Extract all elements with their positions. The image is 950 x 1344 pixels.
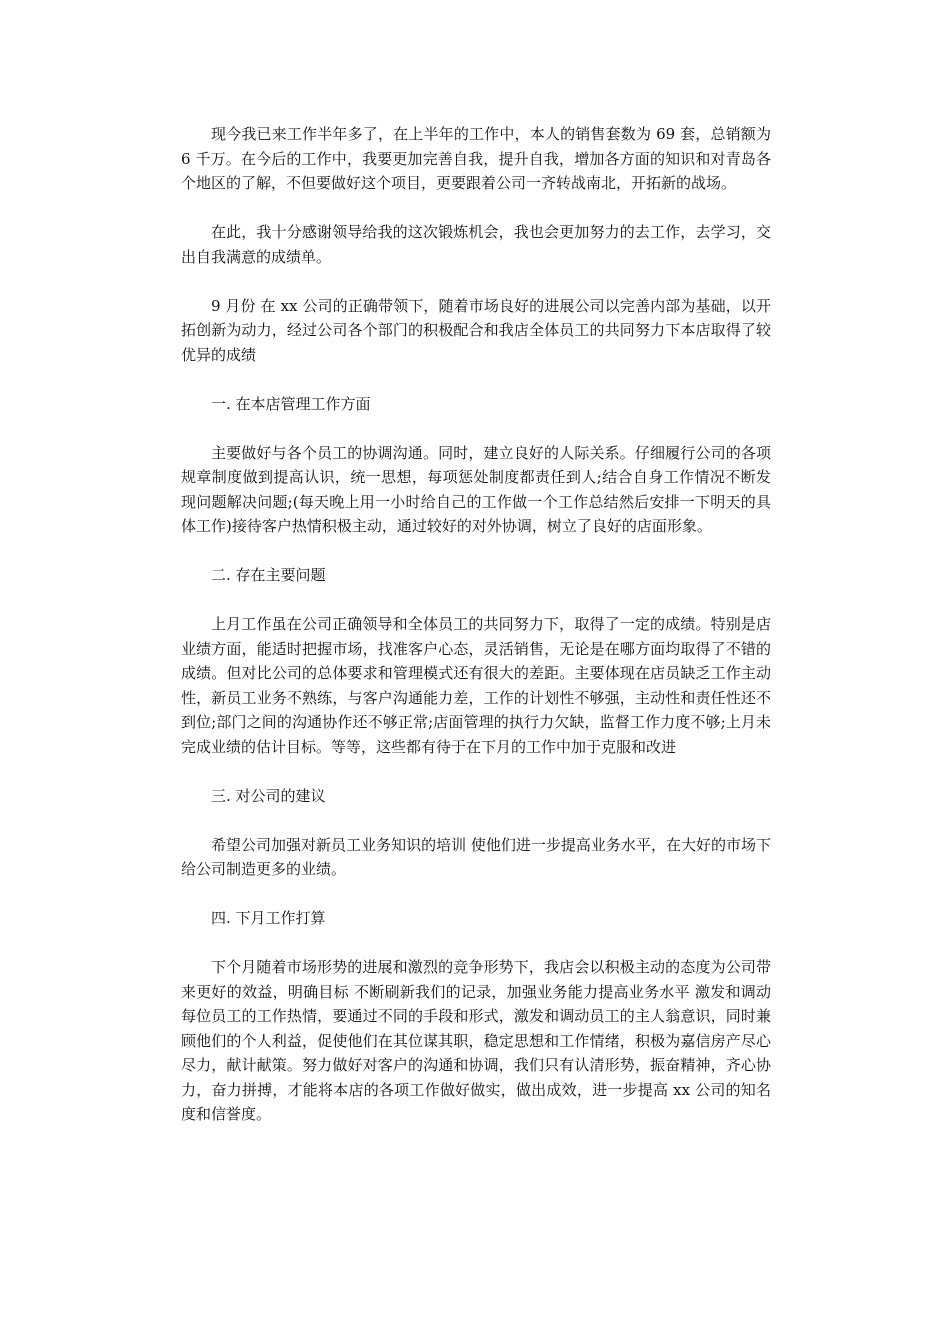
section-heading-suggestions: 三. 对公司的建议 [211, 786, 326, 805]
paragraph-work-summary: 现今我已来工作半年多了，在上半年的工作中，本人的销售套数为 69 套，总销额为 6 千万。在今后的工作中，我要更加完善自我，提升自我，增加各方面的知识和对青岛各个地区的了解，不但要做好这个项目，更要跟着公司一齐转战南北，开拓新的战场。 [181, 125, 771, 192]
document-body [181, 122, 771, 1151]
section-heading-management: 一. 在本店管理工作方面 [211, 394, 371, 413]
paragraph-september-intro: 9 月份 在 xx 公司的正确带领下，随着市场良好的进展公司以完善内部为基础，以开拓创新为动力，经过公司各个部门的积极配合和我店全体员工的共同努力下本店取得了较优异的成绩 [181, 296, 771, 364]
section-heading-problems: 二. 存在主要问题 [211, 566, 326, 584]
section-heading-next-month: 四. 下月工作打算 [211, 909, 326, 927]
paragraph-problems: 上月工作虽在公司正确领导和全体员工的共同努力下，取得了一定的成绩。特别是店业绩方面，能适时把握市场，找准客户心态，灵活销售，无论是在哪方面均取得了不错的成绩。但对比公司的总体要求和管理模式还有很大的差距。主要体现在店员缺乏工作主动性，新员工业务不熟练，与客户沟通能力差，工作的计划性不够强，主动性和责任性还不到位;部门之间的沟通协作还不够正常;店面管理的执行力欠缺，监督工作力度不够;上月未完成业绩的估计目标。等等，这些都有待于在下月的工作中加于克服和改进 [181, 615, 771, 756]
paragraph-thanks: 在此，我十分感谢领导给我的这次锻炼机会，我也会更加努力的去工作，去学习，交出自我满意的成绩单。 [181, 223, 771, 266]
paragraph-suggestions: 希望公司加强对新员工业务知识的培训 使他们进一步提高业务水平，在大好的市场下给公司制造更多的业绩。 [181, 835, 771, 878]
paragraph-next-month: 下个月随着市场形势的进展和激烈的竞争形势下，我店会以积极主动的态度为公司带来更好的效益，明确目标 不断刷新我们的记录，加强业务能力提高业务水平 激发和调动每位员工的工作热情，要通过不同的手段和形式，激发和调动员工的主人翁意识，同时兼顾他们的个人利益，促使他们在其位谋其职，稳定思想和工作情绪，积极为嘉信房产尽心尽力，献计献策。努力做好对客户的沟通和协调，我们只有认清形势，振奋精神，齐心协力，奋力拼搏，才能将本店的各项工作做好做实，做出成效，进一步提高 xx 公司的知名度和信誉度。 [181, 958, 771, 1123]
paragraph-management: 主要做好与各个员工的协调沟通。同时，建立良好的人际关系。仔细履行公司的各项规章制度做到提高认识，统一思想，每项惩处制度都责任到人;结合自身工作情况不断发现问题解决问题;(每天晚上用一小时给自己的工作做一个工作总结然后安排一下明天的具体工作)接待客户热情积极主动，通过较好的对外协调，树立了良好的店面形象。 [181, 443, 771, 535]
